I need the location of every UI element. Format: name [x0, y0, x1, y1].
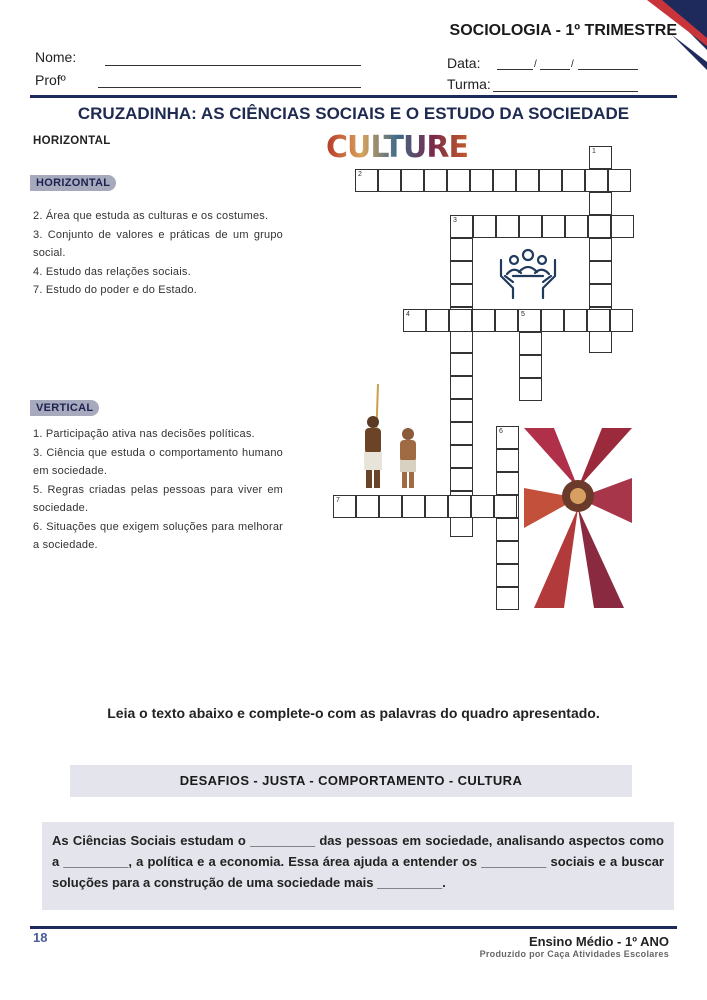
crossword-cell[interactable]	[449, 309, 472, 332]
data-month-line[interactable]	[540, 69, 570, 70]
instruction-text: Leia o texto abaixo e complete-o com as palavras do quadro apresentado.	[107, 705, 600, 721]
crossword-cell[interactable]	[589, 284, 612, 307]
crossword-cell[interactable]	[401, 169, 424, 192]
crossword-cell[interactable]	[473, 215, 496, 238]
crossword-number: 7	[336, 497, 340, 504]
crossword-number: 2	[358, 171, 362, 178]
crossword-cell[interactable]	[450, 376, 473, 399]
nome-input-line[interactable]	[105, 65, 361, 66]
crossword-cell[interactable]	[450, 468, 473, 491]
horizontal-clues	[33, 207, 283, 300]
crossword-cell[interactable]	[426, 309, 449, 332]
crossword-cell[interactable]	[608, 169, 631, 192]
crossword-cell[interactable]	[589, 146, 612, 169]
crossword-cell[interactable]	[425, 495, 448, 518]
crossword-cell[interactable]	[496, 587, 519, 610]
word-bank: DESAFIOS - JUSTA - COMPORTAMENTO - CULTURA	[70, 765, 632, 797]
prof-label: Profº	[35, 72, 66, 88]
crossword-cell[interactable]	[472, 309, 495, 332]
footer-level: Ensino Médio - 1º ANO	[528, 934, 669, 949]
crossword-cell[interactable]	[333, 495, 356, 518]
prof-input-line[interactable]	[98, 87, 361, 88]
crossword-cell[interactable]	[355, 169, 378, 192]
crossword-cell[interactable]	[496, 541, 519, 564]
horizontal-pill: HORIZONTAL	[30, 175, 116, 191]
clue-h4: 4. Estudo das relações sociais.	[33, 265, 191, 278]
horizontal-heading: HORIZONTAL	[33, 135, 111, 147]
crossword-cell[interactable]	[541, 309, 564, 332]
page-number: 18	[33, 930, 48, 945]
crossword-cell[interactable]	[471, 495, 494, 518]
footer-credit: Produzido por Caça Atividades Escolares	[479, 949, 669, 959]
crossword-cell[interactable]	[589, 330, 612, 353]
culture-word-image: CULTURE	[326, 130, 468, 165]
turma-label: Turma:	[447, 76, 491, 92]
crossword-cell[interactable]	[496, 215, 519, 238]
indigenous-figures-image	[348, 382, 438, 492]
crossword-number: 6	[499, 428, 503, 435]
crossword-cell[interactable]	[564, 309, 587, 332]
crossword-cell[interactable]	[588, 215, 611, 238]
crossword-cell[interactable]	[587, 309, 610, 332]
crossword-number: 4	[406, 311, 410, 318]
crossword-cell[interactable]	[493, 169, 516, 192]
crossword-cell[interactable]	[450, 330, 473, 353]
turma-input-line[interactable]	[493, 91, 638, 92]
crossword-cell[interactable]	[496, 426, 519, 449]
crossword-cell[interactable]	[356, 495, 379, 518]
crossword-cell[interactable]	[589, 192, 612, 215]
crossword-cell[interactable]	[496, 518, 519, 541]
crossword-number: 5	[521, 311, 525, 318]
crossword-cell[interactable]	[542, 215, 565, 238]
crossword-cell[interactable]	[539, 169, 562, 192]
crossword-cell[interactable]	[494, 495, 517, 518]
subject-title: SOCIOLOGIA - 1º TRIMESTRE	[449, 22, 677, 39]
crossword-cell[interactable]	[403, 309, 426, 332]
crossword-cell[interactable]	[589, 238, 612, 261]
hands-circle-image	[524, 428, 632, 608]
crossword-cell[interactable]	[519, 332, 542, 355]
crossword-cell[interactable]	[496, 564, 519, 587]
crossword-cell[interactable]	[589, 261, 612, 284]
crossword-cell[interactable]	[450, 353, 473, 376]
crossword-cell[interactable]	[447, 169, 470, 192]
crossword-cell[interactable]	[450, 284, 473, 307]
clue-v5: 5. Regras criadas pelas pessoas para viver em sociedade.	[33, 483, 283, 514]
crossword-cell[interactable]	[470, 169, 493, 192]
clue-h7: 7. Estudo do poder e do Estado.	[33, 284, 197, 296]
crossword-cell[interactable]	[519, 215, 542, 238]
clue-h2: 2. Área que estuda as culturas e os costumes.	[33, 210, 269, 222]
crossword-cell[interactable]	[450, 238, 473, 261]
community-hands-icon	[497, 246, 559, 300]
crossword-cell[interactable]	[516, 169, 539, 192]
crossword-cell[interactable]	[402, 495, 425, 518]
crossword-cell[interactable]	[378, 169, 401, 192]
crossword-cell[interactable]	[585, 169, 608, 192]
fill-in-paragraph: As Ciências Sociais estudam o _________ das pessoas em sociedade, analisando aspectos como a _________, a política e a economia. Essa área ajuda a entender os _________ sociais e a buscar soluções para a construção de uma sociedade mais _________.	[42, 822, 674, 910]
clue-h3: 3. Conjunto de valores e práticas de um grupo social.	[33, 228, 283, 259]
crossword-cell[interactable]	[610, 309, 633, 332]
crossword-cell[interactable]	[450, 399, 473, 422]
crossword-cell[interactable]	[519, 378, 542, 401]
crossword-number: 3	[453, 217, 457, 224]
crossword-cell[interactable]	[496, 449, 519, 472]
clue-v1: 1. Participação ativa nas decisões políticas.	[33, 428, 255, 440]
crossword-cell[interactable]	[562, 169, 585, 192]
crossword-cell[interactable]	[450, 215, 473, 238]
vertical-clues	[33, 425, 283, 555]
data-label: Data:	[447, 55, 481, 71]
crossword-cell[interactable]	[496, 472, 519, 495]
crossword-cell[interactable]	[495, 309, 518, 332]
vertical-pill: VERTICAL	[30, 400, 99, 416]
data-year-line[interactable]	[578, 69, 638, 70]
crossword-cell[interactable]	[611, 215, 634, 238]
clue-v3: 3. Ciência que estuda o comportamento humano em sociedade.	[33, 446, 283, 477]
data-day-line[interactable]	[497, 69, 533, 70]
crossword-cell[interactable]	[450, 261, 473, 284]
crossword-cell[interactable]	[519, 355, 542, 378]
crossword-cell[interactable]	[450, 445, 473, 468]
crossword-cell[interactable]	[448, 495, 471, 518]
page-title: CRUZADINHA: AS CIÊNCIAS SOCIAIS E O ESTUDO DA SOCIEDADE	[77, 104, 630, 123]
crossword-cell[interactable]	[565, 215, 588, 238]
crossword-cell[interactable]	[450, 422, 473, 445]
crossword-cell[interactable]	[379, 495, 402, 518]
footer-rule	[30, 926, 677, 929]
data-sep-1: /	[534, 59, 537, 70]
crossword-cell[interactable]	[424, 169, 447, 192]
header-rule	[30, 95, 677, 98]
data-sep-2: /	[571, 59, 574, 70]
crossword-number: 1	[592, 148, 596, 155]
clue-v6: 6. Situações que exigem soluções para melhorar a sociedade.	[33, 520, 283, 551]
nome-label: Nome:	[35, 49, 77, 65]
